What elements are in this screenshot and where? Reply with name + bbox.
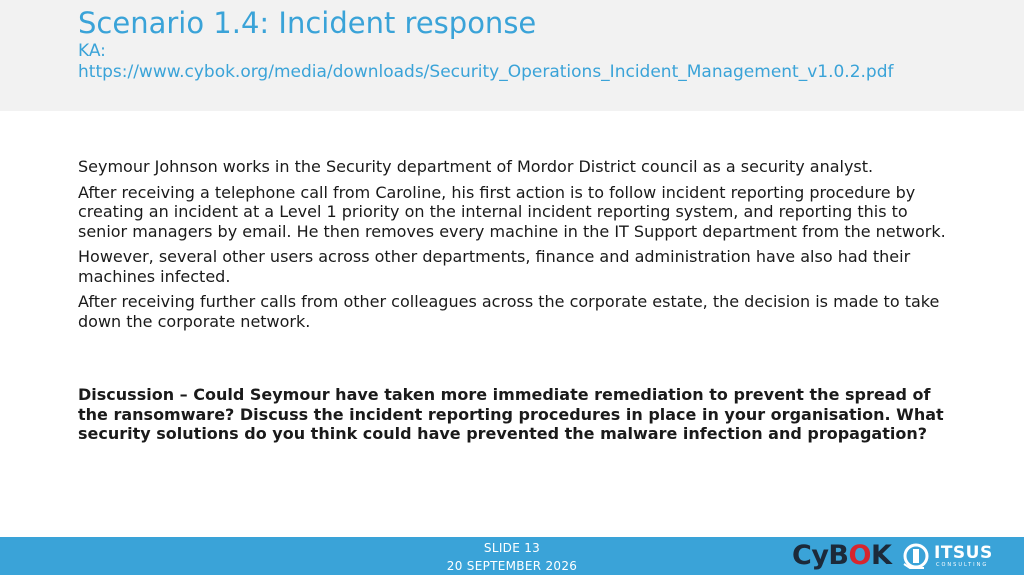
itsus-logo-text: ITSUS [934, 543, 993, 563]
body-paragraph-4: After receiving further calls from other colleagues across the corporate estate, the decision is made to take down the corporate network. [78, 292, 940, 331]
discussion-text: Discussion – Could Seymour have taken more immediate remediation to prevent the spread of the ransomware? Discuss the incident reporting procedures in place in your organisation. What security solutions do you think could have prevented the malware infection and propagation? [78, 385, 944, 443]
ka-url-link[interactable]: https://www.cybok.org/media/downloads/Security_Operations_Incident_Management_v1.0.2.pdf [78, 62, 894, 82]
cybok-logo-text: CyBOK [792, 540, 892, 571]
itsus-logo-subtext: CONSULTING [936, 562, 989, 568]
cybok-logo [792, 541, 891, 571]
slide-header [0, 0, 1024, 111]
itsus-logo [902, 541, 1002, 571]
ka-label: KA: [78, 41, 106, 61]
slide-date: 20 SEPTEMBER 2026 [446, 559, 578, 573]
ka-reference [78, 41, 948, 83]
body-paragraph-1: Seymour Johnson works in the Security department of Mordor District council as a security analyst. [78, 157, 874, 176]
itsus-mark-icon [902, 542, 932, 570]
slide-title: Scenario 1.4: Incident response [78, 6, 537, 40]
slide-number: SLIDE 13 [483, 541, 541, 555]
body-paragraph-2: After receiving a telephone call from Caroline, his first action is to follow incident reporting procedure by creating an incident at a Level 1 priority on the internal incident reporting system, and reporting this to senior managers by email. He then removes every machine in the IT Support department from the network. [78, 182, 946, 241]
slide-body [78, 157, 948, 337]
body-paragraph-3: However, several other users across other departments, finance and administration have also had their machines infected. [78, 247, 911, 286]
